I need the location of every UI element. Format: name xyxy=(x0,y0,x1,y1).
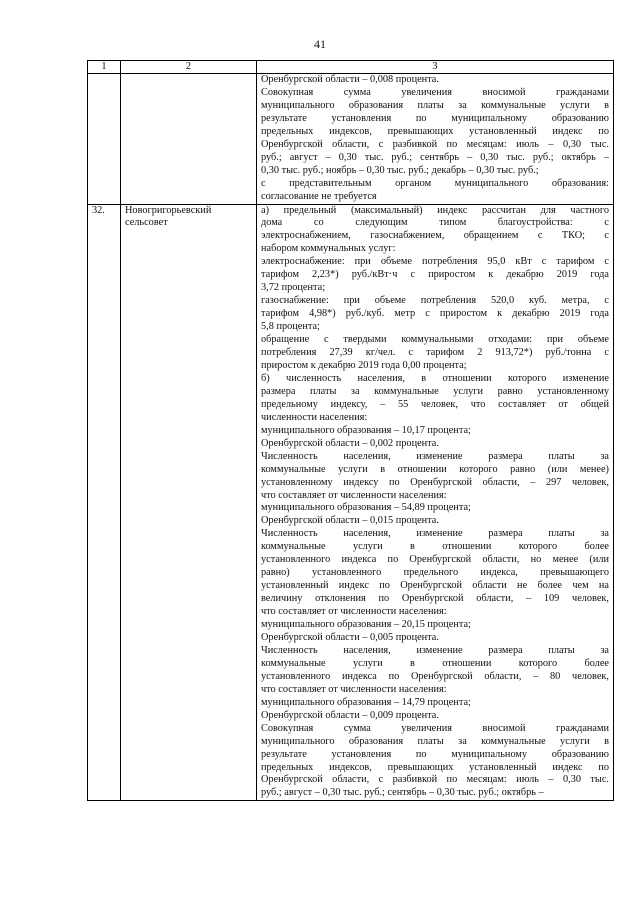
description-cell xyxy=(257,74,614,205)
text-line: руб.; август – 0,30 тыс. руб.; сентябрь – 0,30 тыс. руб.; октябрь – xyxy=(261,787,544,799)
text-line: набором коммунальных услуг: xyxy=(261,243,396,255)
text-line: Численность населения, изменение размера платы за xyxy=(261,450,609,462)
text-line: Численность населения, изменение размера платы за xyxy=(261,644,609,656)
text-line: численности населения: xyxy=(261,411,368,423)
table-header-row xyxy=(88,61,614,74)
data-table xyxy=(87,60,614,801)
text-line: а) предельный (максимальный) индекс рассчитан для частного xyxy=(261,204,609,216)
text-line: коммунальные услуги в отношении которого более xyxy=(261,657,609,669)
text-line: б) численность населения, в отношении которого изменение xyxy=(261,372,609,384)
text-line: предельных индексов, превышающих установленный индекс по xyxy=(261,761,609,773)
text-line: Оренбургской области, с разбивкой по месяцам: июль – 0,30 тыс. xyxy=(261,774,609,786)
text-line: установленному индексу по Оренбургской области, – 297 человек, xyxy=(261,476,609,488)
text-line: установленного индекса по Оренбургской области, но менее (или xyxy=(261,554,609,566)
text-line: согласование не требуется xyxy=(261,190,377,202)
text-line: дома со следующим типом благоустройства: с xyxy=(261,217,609,229)
text-line: муниципального образования – 54,89 процента; xyxy=(261,502,471,514)
text-line: Совокупная сумма увеличения вносимой гражданами xyxy=(261,722,609,734)
text-line: результате установления по муниципальному образованию xyxy=(261,112,609,124)
text-line: обращение с твердыми коммунальными отходами: при объеме xyxy=(261,334,609,346)
text-line: Оренбургской области, с разбивкой по месяцам: июль – 0,30 тыс. xyxy=(261,138,609,150)
text-line: муниципального образования платы за коммунальные услуги в xyxy=(261,735,609,747)
text-line: приростом к декабрю 2019 года 0,00 процента; xyxy=(261,359,467,371)
text-line: Оренбургской области – 0,002 процента. xyxy=(261,437,439,449)
text-line: что составляет от численности населения: xyxy=(261,683,447,695)
text-line: размера платы за коммунальные услуги равно установленному xyxy=(261,385,609,397)
row-number-cell: 32. xyxy=(88,204,121,801)
text-line: руб.; август – 0,30 тыс. руб.; сентябрь – 0,30 тыс. руб.; октябрь – xyxy=(261,151,609,163)
text-line: установленный индекс по Оренбургской области не более чем на xyxy=(261,580,609,592)
table-row xyxy=(88,204,614,801)
text-line: предельному индексу, – 55 человек, что составляет от общей xyxy=(261,398,609,410)
text-line: электроснабжением, газоснабжением, обращением с ТКО; с xyxy=(261,230,609,242)
text-line: Оренбургской области – 0,009 процента. xyxy=(261,709,439,721)
text-line: газоснабжение: при объеме потребления 520,0 куб. метра, с xyxy=(261,295,609,307)
text-line: муниципального образования – 14,79 процента; xyxy=(261,696,471,708)
text-line: муниципального образования – 20,15 процента; xyxy=(261,619,471,631)
header-col-3: 3 xyxy=(257,61,614,74)
description-cell xyxy=(257,204,614,801)
text-line: тарифом 4,98*) руб./куб. метр с приростом к декабрю 2019 года xyxy=(261,308,609,320)
text-line: что составляет от численности населения: xyxy=(261,489,447,501)
text-line: что составляет от численности населения: xyxy=(261,606,447,618)
text-line: результате установления по муниципальному образованию xyxy=(261,748,609,760)
text-line: электроснабжение: при объеме потребления 95,0 кВт с тарифом с xyxy=(261,256,609,268)
text-line: с представительным органом муниципального образования: xyxy=(261,177,609,189)
municipality-name-cell xyxy=(121,74,257,205)
municipality-name-line: сельсовет xyxy=(125,217,168,229)
text-line: муниципального образования платы за коммунальные услуги в xyxy=(261,99,609,111)
text-line: предельных индексов, превышающих установленный индекс по xyxy=(261,125,609,137)
text-line: 5,8 процента; xyxy=(261,321,320,333)
municipality-name-line: Новогригорьевский xyxy=(125,204,212,216)
municipality-name-cell xyxy=(121,204,257,801)
text-line: Оренбургской области – 0,008 процента. xyxy=(261,74,439,85)
text-line: Оренбургской области – 0,015 процента. xyxy=(261,515,439,527)
table-row xyxy=(88,74,614,205)
text-line: Численность населения, изменение размера платы за xyxy=(261,528,609,540)
text-line: коммунальные услуги в отношении которого равно (или менее) xyxy=(261,463,609,475)
text-line: коммунальные услуги в отношении которого более xyxy=(261,541,609,553)
text-line: Оренбургской области – 0,005 процента. xyxy=(261,631,439,643)
text-line: потребления 27,39 кг/чел. с тарифом 2 913,72*) руб./тонна с xyxy=(261,347,609,359)
text-line: 0,30 тыс. руб.; ноябрь – 0,30 тыс. руб.; декабрь – 0,30 тыс. руб.; xyxy=(261,164,539,176)
text-line: тарифом 2,23*) руб./кВт·ч с приростом к декабрю 2019 года xyxy=(261,269,609,281)
text-line: равно) установленного предельного индекса, превышающего xyxy=(261,567,609,579)
text-line: муниципального образования – 10,17 процента; xyxy=(261,424,471,436)
text-line: Совокупная сумма увеличения вносимой гражданами xyxy=(261,86,609,98)
header-col-2: 2 xyxy=(121,61,257,74)
row-number-cell xyxy=(88,74,121,205)
text-line: величину отклонения по Оренбургской области, – 109 человек, xyxy=(261,593,609,605)
header-col-1: 1 xyxy=(88,61,121,74)
page-number: 41 xyxy=(314,37,326,51)
text-line: 3,72 процента; xyxy=(261,282,326,294)
text-line: установленного индекса по Оренбургской области, – 80 человек, xyxy=(261,670,609,682)
